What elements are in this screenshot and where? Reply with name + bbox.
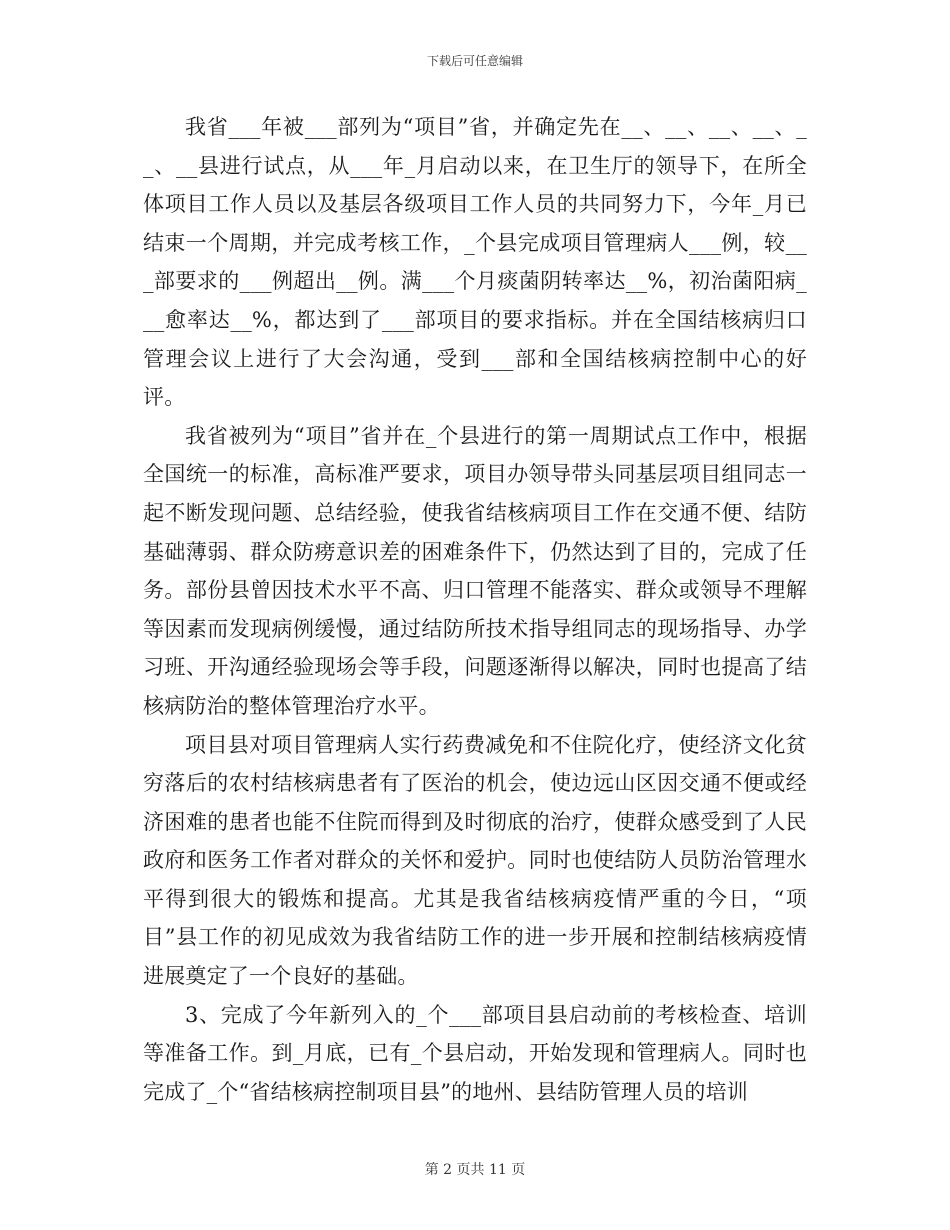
paragraph-4: 3、完成了今年新列入的_个___部项目县启动前的考核检查、培训等准备工作。到_月底，已有_个县启动，开始发现和管理病人。同时也完成了_个“省结核病控制项目县”的地州、县结防管理人员的培训: [143, 1002, 807, 1104]
paragraph-3: 项目县对项目管理病人实行药费减免和不住院化疗，使经济文化贫穷落后的农村结核病患者有了医治的机会，使边远山区因交通不便或经济困难的患者也能不住院而得到及时彻底的治疗，使群众感受到了人民政府和医务工作者对群众的关怀和爱护。同时也使结防人员防治管理水平得到很大的锻炼和提高。尤其是我省结核病疫情严重的今日，“项目”县工作的初见成效为我省结防工作的进一步开展和控制结核病疫情进展奠定了一个良好的基础。: [143, 732, 807, 989]
document-body: [143, 108, 807, 1111]
paragraph-2: 我省被列为“项目”省并在_个县进行的第一周期试点工作中，根据全国统一的标准，高标准严要求，项目办领导带头同基层项目组同志一起不断发现问题、总结经验，使我省结核病项目工作在交通不便、结防基础薄弱、群众防痨意识差的困难条件下，仍然达到了目的，完成了任务。部份县曾因技术水平不高、归口管理不能落实、群众或领导不理解等因素而发现病例缓慢，通过结防所技术指导组同志的现场指导、办学习班、开沟通经验现场会等手段，问题逐渐得以解决，同时也提高了结核病防治的整体管理治疗水平。: [143, 423, 807, 718]
page-header: 下载后可任意编辑: [426, 54, 523, 68]
page-footer: 第 2 页共 11 页: [424, 1162, 526, 1178]
paragraph-1: 我省___年被___部列为“项目”省，并确定先在__、__、__、__、__、__县进行试点，从___年_月启动以来，在卫生厅的领导下，在所全体项目工作人员以及基层各级项目工作人员的共同努力下，今年_月已结束一个周期，并完成考核工作，_个县完成项目管理病人___例，较___部要求的___例超出__例。满___个月痰菌阴转率达__%，初治菌阳病___愈率达__%，都达到了___部项目的要求指标。并在全国结核病归口管理会议上进行了大会沟通，受到___部和全国结核病控制中心的好评。: [143, 115, 807, 410]
